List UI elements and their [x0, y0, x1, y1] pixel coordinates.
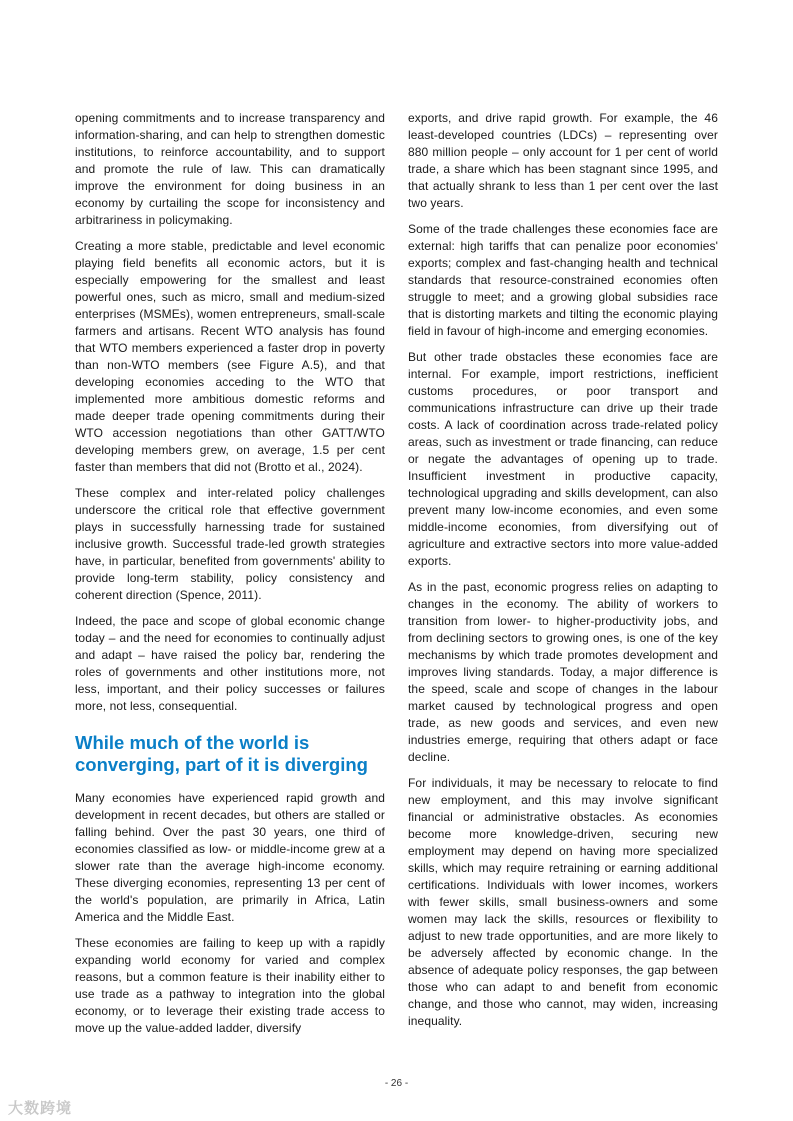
body-paragraph: Many economies have experienced rapid growth and development in recent decades, but others are stalled or falling behind. Over the past 30 years, one third of economies classified as low- or middle-income grew at a slower rate than the average high-income economy. These diverging economies, representing 13 per cent of the world's population, are primarily in Africa, Latin America and the Middle East.	[75, 791, 385, 924]
body-paragraph: These economies are failing to keep up with a rapidly expanding world economy for varied and complex reasons, but a common feature is their inability either to use trade as a pathway to integration into the global economy, or to leverage their existing trade access to move up the value-added ladder, diversify	[75, 936, 385, 1035]
left-column	[75, 110, 385, 1046]
body-paragraph: Some of the trade challenges these economies face are external: high tariffs that can penalize poor economies' exports; complex and fast-changing health and technical standards that resource-constrained economies often struggle to meet; and a growing global subsidies race that is distorting markets and tilting the economic playing field in favour of high-income and emerging economies.	[408, 222, 718, 338]
watermark-text: 大数跨境	[8, 1100, 73, 1117]
body-paragraph: These complex and inter-related policy challenges underscore the critical role that effective government plays in successfully harnessing trade for sustained inclusive growth. Successful trade-led growth strategies have, in particular, benefited from governments' ability to provide long-term stability, policy consistency and coherent direction (Spence, 2011).	[75, 486, 385, 602]
body-paragraph: As in the past, economic progress relies on adapting to changes in the economy. The ability of workers to transition from lower- to higher-productivity jobs, and from declining sectors to growing ones, is one of the key mechanisms by which trade promotes development and improves living standards. Today, a major difference is the speed, scale and scope of changes in the labour market caused by technological progress and open trade, as new goods and services, and even new industries emerge, requiring that others adapt or face decline.	[408, 580, 718, 764]
section-heading: While much of the world is converging, part of it is diverging	[75, 732, 368, 775]
body-paragraph: For individuals, it may be necessary to relocate to find new employment, and this may involve significant financial or administrative obstacles. As economies become more knowledge-driven, securing new employment may depend on having more specialized skills, which may require retraining or earning additional certifications. Individuals with lower incomes, workers with fewer skills, small business-owners and some women may lack the skills, resources or flexibility to adjust to new trade opportunities, and are more likely to be adversely affected by economic change. In the absence of adequate policy responses, the gap between those who can adapt to and benefit from economic change, and those who cannot, may widen, increasing inequality.	[408, 776, 718, 1028]
body-paragraph: exports, and drive rapid growth. For example, the 46 least-developed countries (LDCs) – representing over 880 million people – only account for 1 per cent of world trade, a share which has been stagnant since 1995, and that actually shrank to less than 1 per cent over the last two years.	[408, 111, 718, 210]
body-paragraph: opening commitments and to increase transparency and information-sharing, and can help to strengthen domestic institutions, to reinforce accountability, and to support and promote the rule of law. This can dramatically improve the environment for doing business in an economy by curtailing the scope for inconsistency and arbitrariness in policymaking.	[75, 111, 385, 227]
body-paragraph: Creating a more stable, predictable and level economic playing field benefits all economic actors, but it is especially empowering for the smallest and least powerful ones, such as micro, small and medium-sized enterprises (MSMEs), women entrepreneurs, small-scale farmers and artisans. Recent WTO analysis has found that WTO members experienced a faster drop in poverty than non-WTO members (see Figure A.5), and that developing economies acceding to the WTO that implemented more ambitious domestic reforms and made deeper trade opening commitments during their WTO accession negotiations than other GATT/WTO developing members grew, on average, 1.5 per cent faster than members that did not (Brotto et al., 2024).	[75, 239, 385, 474]
right-column	[408, 110, 718, 1039]
body-paragraph: But other trade obstacles these economies face are internal. For example, import restrictions, inefficient customs procedures, or poor transport and communications infrastructure can drive up their trade costs. A lack of coordination across trade-related policy areas, such as investment or trade financing, can reduce or negate the advantages of opening up to trade. Insufficient investment in productive capacity, technological upgrading and skills development, can also prevent many low-income economies, and even some middle-income economies, from diversifying out of agriculture and extractive sectors into more value-added exports.	[408, 350, 718, 568]
watermark-logo	[8, 1097, 72, 1118]
page-number: - 26 -	[384, 1078, 409, 1089]
body-paragraph: Indeed, the pace and scope of global economic change today – and the need for economies to continually adjust and adapt – have raised the policy bar, rendering the roles of governments and other institutions more, not less, important, and their policy successes or failures more, not less, consequential.	[75, 614, 385, 713]
